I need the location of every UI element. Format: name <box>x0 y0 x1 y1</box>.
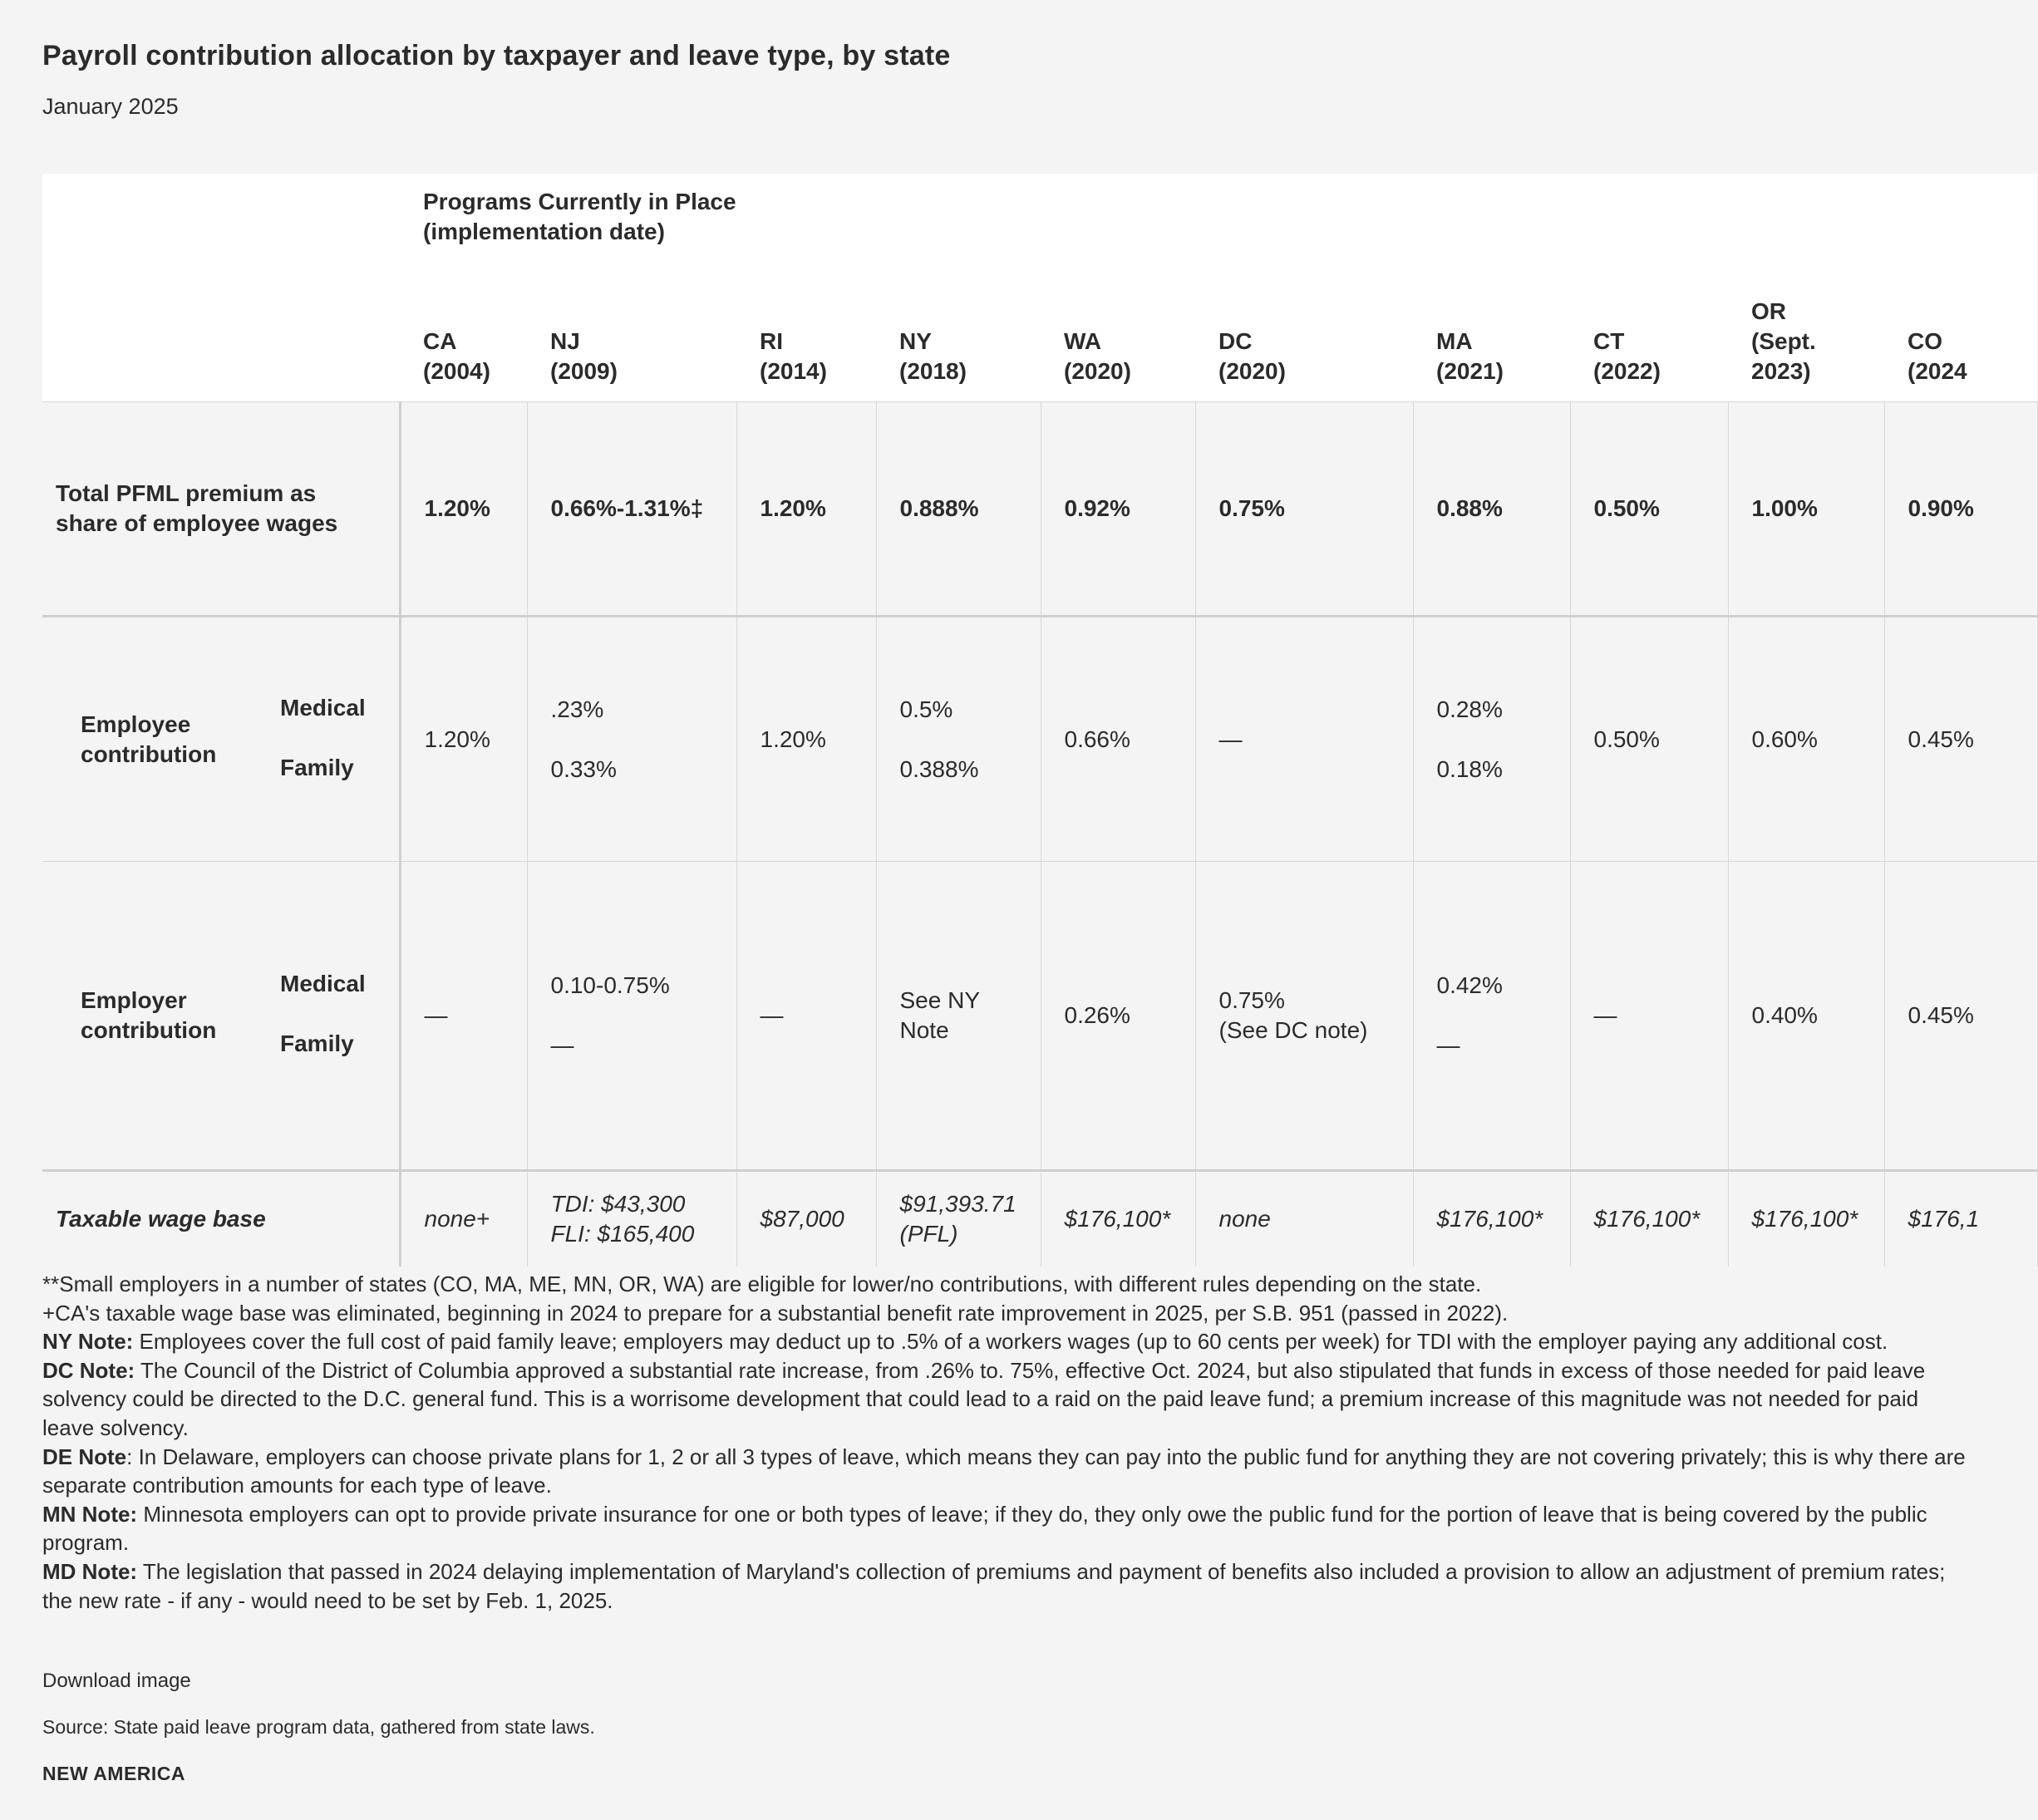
col-header-wa: WA (2020) <box>1041 278 1195 402</box>
cell-wage-dc: none <box>1195 1171 1413 1267</box>
header-corner-2 <box>42 278 400 402</box>
cell-employer-ca: — <box>400 862 527 1171</box>
table-scroll-area[interactable] <box>42 174 1980 1247</box>
cell-wage-co: $176,1 <box>1884 1171 2037 1267</box>
cell-employer-dc: 0.75% (See DC note) <box>1195 862 1413 1171</box>
cell-wage-ca: none+ <box>400 1171 527 1267</box>
contribution-table <box>42 174 2038 1267</box>
cell-total-or: 1.00% <box>1728 402 1884 617</box>
cell-total-ct: 0.50% <box>1570 402 1728 617</box>
note-mn: MN Note: Minnesota employers can opt to provide private insurance for one or both types of leave; if they do, they only owe the public fund for the portion of leave that is being covered by the public program. <box>42 1501 1927 1556</box>
cell-wage-wa: $176,100* <box>1041 1171 1195 1267</box>
table-row-taxable-wage-base <box>42 1171 2037 1267</box>
cell-employer-wa: 0.26% <box>1041 862 1195 1171</box>
cell-wage-ny: $91,393.71 (PFL) <box>876 1171 1041 1267</box>
cell-employee-nj: .23% 0.33% <box>527 617 736 862</box>
note-md: MD Note: The legislation that passed in 2024 delaying implementation of Maryland's collection of premiums and payment of benefits also included a provision to allow an adjustment of premium rates; the new rate - if any - would need to be set by Feb. 1, 2025. <box>42 1558 1946 1613</box>
cell-total-ma: 0.88% <box>1413 402 1570 617</box>
group-header-line1: Programs Currently in Place <box>423 189 736 214</box>
cell-wage-ri: $87,000 <box>736 1171 876 1267</box>
note-small-employers: **Small employers in a number of states (CO, MA, ME, MN, OR, WA) are eligible for lower/no contributions, with different rules depending on the state. <box>42 1272 1482 1296</box>
note-de: DE Note: In Delaware, employers can choose private plans for 1, 2 or all 3 types of leave, which means they can pay into the public fund for anything they are not covering privately; this is why there are separate contribution amounts for each type of leave. <box>42 1444 1966 1498</box>
table-row-total-premium <box>42 402 2037 617</box>
row-sublabel-medical-2: Medical <box>280 971 366 996</box>
cell-employer-or: 0.40% <box>1728 862 1884 1171</box>
cell-wage-ma: $176,100* <box>1413 1171 1570 1267</box>
col-header-or: OR (Sept. 2023) <box>1728 278 1884 402</box>
page-subtitle: January 2025 <box>42 94 179 119</box>
cell-wage-ct: $176,100* <box>1570 1171 1728 1267</box>
note-ca-wage-base: +CA's taxable wage base was eliminated, beginning in 2024 to prepare for a substantial benefit rate improvement in 2025, per S.B. 951 (passed in 2022). <box>42 1300 1509 1326</box>
group-header <box>400 174 2037 278</box>
download-image-link[interactable]: Download image <box>42 1670 191 1692</box>
cell-employee-wa: 0.66% <box>1041 617 1195 862</box>
col-header-ri: RI (2014) <box>736 278 876 402</box>
cell-total-ca: 1.20% <box>400 402 527 617</box>
col-header-ny: NY (2018) <box>876 278 1041 402</box>
cell-employer-ct: — <box>1570 862 1728 1171</box>
cell-total-ny: 0.888% <box>876 402 1041 617</box>
cell-employee-ca: 1.20% <box>400 617 527 862</box>
source-credit: Source: State paid leave program data, gathered from state laws. <box>42 1716 595 1738</box>
col-header-dc: DC (2020) <box>1195 278 1413 402</box>
col-header-ca: CA (2004) <box>400 278 527 402</box>
cell-wage-nj: TDI: $43,300 FLI: $165,400 <box>527 1171 736 1267</box>
cell-employee-ny: 0.5% 0.388% <box>876 617 1041 862</box>
table-row-employee-contribution <box>42 617 2037 862</box>
col-header-nj: NJ (2009) <box>527 278 736 402</box>
footnotes <box>42 1270 1971 1615</box>
table-row-employer-contribution <box>42 862 2037 1171</box>
note-ny: NY Note: Employees cover the full cost of paid family leave; employers may deduct up to .5% of a workers wages (up to 60 cents per week) for TDI with the employer paying any additional cost. <box>42 1329 1888 1355</box>
col-header-ma: MA (2021) <box>1413 278 1570 402</box>
group-header-line2: (implementation date) <box>423 219 665 244</box>
brand-logo-text: NEW AMERICA <box>42 1763 186 1784</box>
cell-total-dc: 0.75% <box>1195 402 1413 617</box>
col-header-ct: CT (2022) <box>1570 278 1728 402</box>
header-row-states <box>42 278 2037 402</box>
col-header-co: CO (2024 <box>1884 278 2037 402</box>
cell-employer-ny: See NY Note <box>876 862 1041 1171</box>
row-sublabel-medical: Medical <box>280 694 366 721</box>
cell-total-ri: 1.20% <box>736 402 876 617</box>
cell-employee-ri: 1.20% <box>736 617 876 862</box>
row-label-employer <box>42 862 400 1171</box>
cell-employer-ma: 0.42% — <box>1413 862 1570 1171</box>
cell-employee-ma: 0.28% 0.18% <box>1413 617 1570 862</box>
cell-employer-nj: 0.10-0.75% — <box>527 862 736 1171</box>
note-dc: DC Note: The Council of the District of Columbia approved a substantial rate increase, from .26% to. 75%, effective Oct. 2024, but also stipulated that funds in excess of those needed for paid leave solvency could be directed to the D.C. general fund. This is a worrisome development that could lead to a raid on the paid leave fund; a premium increase of this magnitude was not needed for paid leave solvency. <box>42 1357 1926 1440</box>
row-label-employer-main: Employer contribution <box>81 987 217 1043</box>
row-label-employee <box>42 617 400 862</box>
row-label-wage-base: Taxable wage base <box>42 1171 400 1267</box>
page-title: Payroll contribution allocation by taxpayer and leave type, by state <box>42 40 951 71</box>
header-row-group <box>42 174 2037 278</box>
row-sublabel-family-2: Family <box>280 1031 354 1056</box>
header-corner <box>42 174 400 278</box>
cell-wage-or: $176,100* <box>1728 1171 1884 1267</box>
row-label-total: Total PFML premium as share of employee wages <box>42 402 400 617</box>
cell-employer-ri: — <box>736 862 876 1171</box>
row-sublabel-family: Family <box>280 754 354 780</box>
cell-employee-ct: 0.50% <box>1570 617 1728 862</box>
cell-total-wa: 0.92% <box>1041 402 1195 617</box>
cell-employer-co: 0.45% <box>1884 862 2037 1171</box>
cell-employee-or: 0.60% <box>1728 617 1884 862</box>
row-label-employee-main: Employee contribution <box>81 711 217 767</box>
cell-total-co: 0.90% <box>1884 402 2037 617</box>
cell-employee-dc: — <box>1195 617 1413 862</box>
cell-total-nj: 0.66%-1.31%‡ <box>527 402 736 617</box>
cell-employee-co: 0.45% <box>1884 617 2037 862</box>
